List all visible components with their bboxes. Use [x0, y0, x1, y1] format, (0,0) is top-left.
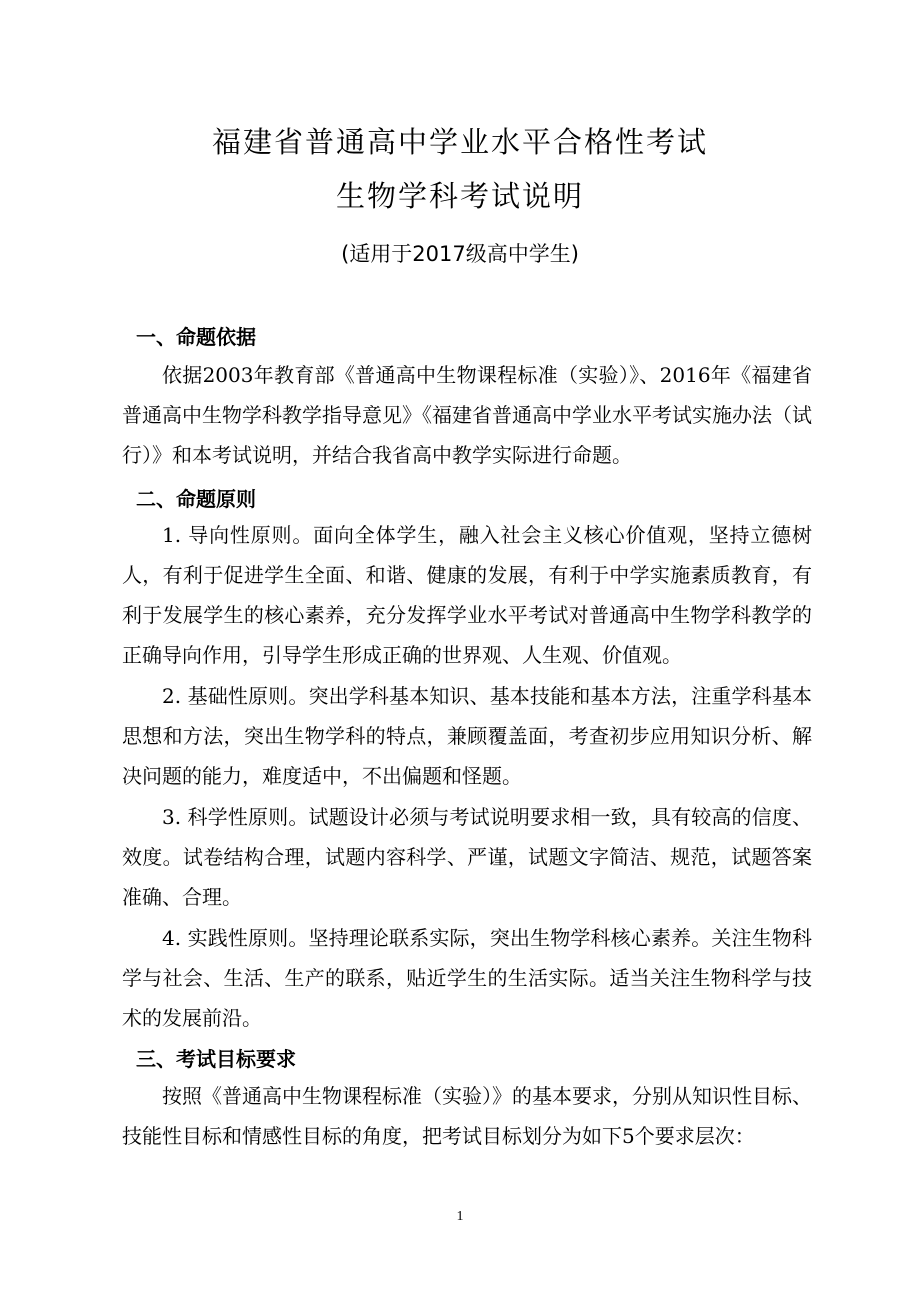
principle-guidance: 1. 导向性原则。面向全体学生，融入社会主义核心价值观，坚持立德树人，有利于促进学生全面、和谐、健康的发展，有利于中学实施素质教育，有利于发展学生的核心素养，充分发挥学业水平考试对普通高中生物学科教学的正确导向作用，引导学生形成正确的世界观、人生观、价值观。	[122, 523, 812, 667]
section-heading-basis: 一、命题依据	[136, 325, 256, 349]
section-heading-principles: 二、命题原则	[136, 487, 256, 511]
principle-foundation: 2. 基础性原则。突出学科基本知识、基本技能和基本方法，注重学科基本思想和方法，突出生物学科的特点，兼顾覆盖面，考查初步应用知识分析、解决问题的能力，难度适中，不出偏题和怪题。	[122, 684, 812, 788]
principle-scientific: 3. 科学性原则。试题设计必须与考试说明要求相一致，具有较高的信度、效度。试卷结构合理，试题内容科学、严谨，试题文字简洁、规范，试题答案准确、合理。	[122, 805, 812, 909]
document-applicability-note: (适用于2017级高中学生)	[341, 242, 579, 266]
section-body-goals: 按照《普通高中生物课程标准（实验）》的基本要求，分别从知识性目标、技能性目标和情感性目标的角度，把考试目标划分为如下5个要求层次：	[122, 1084, 812, 1148]
page-number: 1	[456, 1209, 464, 1224]
section-heading-goals: 三、考试目标要求	[136, 1047, 296, 1071]
document-title: 福建省普通高中学业水平合格性考试	[211, 125, 708, 159]
principle-practice: 4. 实践性原则。坚持理论联系实际，突出生物学科核心素养。关注生物科学与社会、生活、生产的联系，贴近学生的生活实际。适当关注生物科学与技术的发展前沿。	[122, 926, 812, 1030]
document-subtitle-subject: 生物学科考试说明	[335, 179, 584, 213]
section-body-basis: 依据2003年教育部《普通高中生物课程标准（实验）》、2016年《福建省普通高中生物学科教学指导意见》《福建省普通高中学业水平考试实施办法（试行）》和本考试说明，并结合我省高中教学实际进行命题。	[122, 363, 812, 467]
